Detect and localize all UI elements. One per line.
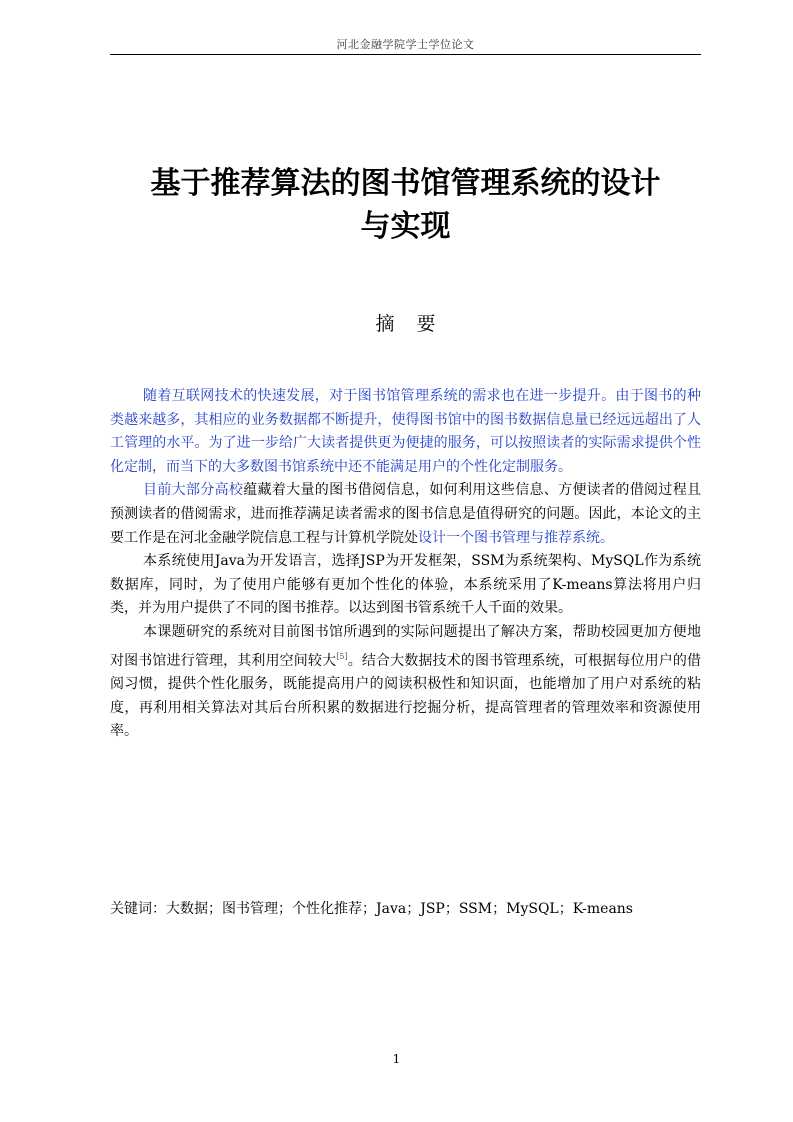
paragraph-4-part-1: 本课题研究的系统对目前图书馆所遇到的实际问题提出了解决方案，帮助校园更加方便地对图书馆进行管理，其利用空间较大: [110, 623, 701, 669]
thesis-title-line-1: 基于推荐算法的图书馆管理系统的设计: [150, 166, 661, 201]
running-header: 河北金融学院学士学位论文: [336, 38, 475, 51]
abstract-paragraph-2: [110, 479, 701, 550]
abstract-body: [110, 385, 701, 744]
paragraph-4-part-2: 。结合大数据技术的图书管理系统，可根据每位用户的借阅习惯，提供个性化服务，既能提高用户的阅读积极性和知识面，也能增加了用户对系统的粘度，再利用相关算法对其后台所积累的数据进行挖掘分析，提高管理者的管理效率和资源使用率。: [110, 652, 702, 740]
abstract-paragraph-3: 本系统使用Java为开发语言，选择JSP为开发框架，SSM为系统架构、MySQL作为系统数据库，同时，为了使用户能够有更加个性化的体验，本系统采用了K-means算法将用户归类，并为用户提供了不同的图书推荐。以达到图书管系统千人千面的效果。: [110, 553, 701, 617]
page-number: 1: [392, 1052, 401, 1066]
keywords-label: 关键词：: [110, 901, 166, 917]
keywords-line: [110, 898, 701, 920]
header-rule: [110, 54, 701, 55]
abstract-paragraph-4: [110, 621, 701, 744]
keywords-list: 大数据；图书管理；个性化推荐；Java；JSP；SSM；MySQL；K-means: [166, 901, 633, 917]
abstract-heading: 摘要: [375, 313, 458, 335]
paragraph-2-highlight-start: 目前大部分高校: [143, 482, 244, 499]
abstract-paragraph-1: 随着互联网技术的快速发展，对于图书馆管理系统的需求也在进一步提升。由于图书的种类越来越多，其相应的业务数据都不断提升，使得图书馆中的图书数据信息量已经远远超出了人工管理的水平。为了进一步给广大读者提供更为便捷的服务，可以按照读者的实际需求提供个性化定制，而当下的大多数图书馆系统中还不能满足用户的个性化定制服务。: [110, 388, 701, 475]
paragraph-2-body: 蕴藏着大量的图书借阅信息，如何利用这些信息、方便读者的借阅过程且预测读者的借阅需求，进而推荐满足读者需求的图书信息是值得研究的问题。因此，本论文的主要工作是在河北金融学院信息工程与计算机学院处: [110, 482, 702, 546]
thesis-title-line-2: 与实现: [360, 209, 451, 244]
citation-reference: [5]: [336, 651, 348, 661]
thesis-title: [100, 162, 711, 248]
paragraph-2-highlight-end: 设计一个图书管理与推荐系统。: [418, 529, 614, 546]
